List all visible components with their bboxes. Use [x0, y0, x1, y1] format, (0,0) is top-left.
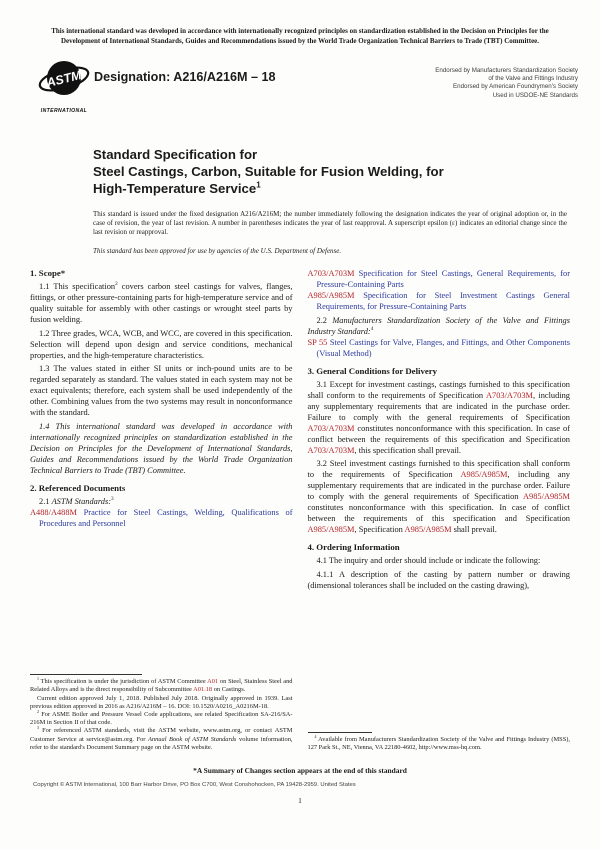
text-segment: Available from Manufacturers Standardization Society of the Valve and Fittings Industry (MSS), 127 Park St., NE, Vienna, VA 22180-4602, http://www.mss-hq.com.	[307, 735, 570, 751]
text-segment: , Specification	[354, 525, 405, 534]
text-segment: covers carbon steel castings for valves, flanges, fittings, or other pressure-containing parts for high-temperature service and of quality suitable for assembly with other castings or wrought steel parts by fusion welding.	[30, 282, 293, 324]
reference-entry-a703	[308, 268, 571, 290]
reference-link[interactable]: SP 55	[307, 337, 328, 347]
reference-link[interactable]: Specification for Steel Castings, General Requirements, for Pressure-Containing Parts	[316, 269, 570, 289]
summary-of-changes-note: *A Summary of Changes section appears at the end of this standard	[193, 766, 407, 775]
text-segment: on Castings.	[212, 686, 246, 694]
footnote-rule	[30, 674, 142, 675]
para-1-2: 1.2 Three grades, WCA, WCB, and WCC, are covered in this specification. Selection will depend upon design and service conditions, mechanical properties, and the high-temperature characteristics.	[30, 328, 293, 360]
endorsement-line: Endorsed by American Foundrymen's Society	[453, 83, 578, 91]
footnote-2	[30, 708, 293, 727]
footnote-1-edition: Current edition approved July 1, 2018. Published July 2018. Originally approved in 1939. Last previous edition approved in 2016 as A216/A216M – 16. DOI: 10.1520/A0216_A0216M-18.	[30, 694, 293, 710]
reference-link[interactable]: A01.18	[193, 686, 213, 694]
right-footnotes	[308, 732, 571, 752]
left-column	[30, 266, 293, 752]
right-column-content	[308, 266, 571, 591]
para-1-1	[30, 281, 293, 325]
wto-notice: This international standard was developed in accordance with internationally recognized principles on standardization established in the Decision on Principles for the Development of International Standards, Guides and Recommendations issued by the World Trade Organization Technical Barriers to Trade (TBT) Committee.	[51, 27, 549, 45]
text-segment: , this specification shall prevail.	[354, 445, 462, 455]
reference-link[interactable]: A703/A703M	[307, 423, 355, 433]
reference-link[interactable]: A703/A703M	[307, 445, 355, 455]
footnote-1	[30, 678, 293, 694]
footnote-rule	[308, 732, 372, 733]
section-heading-referenced-documents: 2. Referenced Documents	[30, 482, 126, 493]
text-segment: For referenced ASTM standards, visit the ASTM website, www.astm.org, or contact ASTM Customer Service at service@astm.org. For	[30, 727, 293, 743]
text-segment: Manufacturers Standardization Society of the Valve and Fittings Industry Standard:	[307, 315, 571, 336]
para-1-4: 1.4 This international standard was developed in accordance with internationally recognized principles on standardization established in the Decision on Principles for the Development of International Standards, Guides and Recommendations issued by the World Trade Organization Technical Barriers to Trade (TBT) Committee.	[30, 421, 293, 475]
para-4-1-1: 4.1.1 A description of the casting by pattern number or drawing (dimensional tolerances shall be included on the casting drawing),	[307, 569, 570, 590]
reference-link[interactable]: A01	[207, 678, 219, 686]
reference-link[interactable]: A703/A703M	[485, 390, 533, 400]
reference-link[interactable]: A488/A488M	[30, 507, 77, 517]
title-line: Standard Specification for	[93, 147, 258, 162]
text-segment: constitutes nonconformance with this specification. In case of conflict between the requirements of this specification and Specification	[307, 423, 570, 444]
para-1-3: 1.3 The values stated in either SI units or inch-pound units are to be regarded separately as standard. The values stated in each system may not be exact equivalents; therefore, each system shall be used independently of the other. Combining values from the two systems may result in nonconformance with the standard.	[30, 364, 293, 417]
text-segment: 1.1 This specification	[39, 282, 116, 291]
two-column-body	[30, 266, 570, 752]
endorsement-line: Used in USDOE-NE Standards	[492, 91, 578, 99]
superscript: 1	[37, 676, 39, 682]
text-segment: Annual Book of ASTM Standards	[148, 735, 237, 743]
text-segment: shall prevail.	[451, 525, 497, 534]
para-3-2	[308, 458, 571, 535]
superscript: 4	[370, 325, 374, 332]
text-segment: on Steel, Stainless Steel and Related Alloys and is the direct responsibility of Subcommittee	[30, 678, 293, 694]
para-3-1	[308, 379, 571, 456]
superscript: 4	[314, 733, 317, 739]
reference-link[interactable]: Specification for Steel Investment Castings General Requirements, for Pressure-Containing Parts	[316, 291, 570, 311]
left-column-content	[30, 266, 293, 529]
designation-text: Designation: A216/A216M – 18	[94, 70, 276, 84]
astm-logo-graphic	[38, 58, 90, 102]
astm-logo-subtitle: INTERNATIONAL	[40, 108, 88, 114]
endorsement-line: of the Valve and Fittings Industry	[488, 75, 578, 83]
text-segment: constitutes nonconformance with this specification. In case of conflict between the requirements of this specification and Specification	[307, 503, 570, 523]
superscript: 1	[256, 180, 261, 190]
text-segment: For ASME Boiler and Pressure Vessel Code applications, see related Specification SA-216/SA-216M in Section II of that code.	[30, 710, 293, 727]
reference-link[interactable]: A985/A985M	[307, 525, 355, 534]
superscript: 3	[37, 725, 39, 731]
reference-link[interactable]: Practice for Steel Castings, Welding, Qualifications of Procedures and Personnel	[39, 507, 293, 528]
left-footnotes	[30, 674, 293, 752]
reference-entry-a985	[308, 290, 571, 312]
text-segment: 3.2 Steel investment castings furnished to this specification shall conform to the requirements of Specification	[307, 459, 570, 479]
text-segment: , including any supplementary requirements that are indicated in the purchase order. Failure to comply with the general requirements of Specification	[307, 390, 570, 422]
section-heading-scope: 1. Scope*	[30, 268, 66, 278]
footnote-3	[30, 727, 293, 752]
para-4-1: 4.1 The inquiry and order should include or indicate the following:	[316, 556, 541, 565]
text-segment: High-Temperature Service	[93, 181, 257, 196]
superscript: 2	[37, 708, 39, 714]
superscript: 2	[115, 281, 118, 288]
reference-link[interactable]: A985/A985M	[460, 470, 508, 479]
endorsements-block	[435, 67, 578, 100]
endorsement-line: Endorsed by Manufacturers Standardization Society	[435, 67, 578, 74]
reference-link[interactable]: A985/A985M	[307, 291, 355, 300]
section-heading-delivery: 3. General Conditions for Delivery	[307, 365, 438, 376]
issuance-note: This standard is issued under the fixed designation A216/A216M; the number immediately following the designation indicates the year of original adoption or, in the case of revision, the year of last revision. A number in parentheses indicates the year of last reapproval. A superscript epsilon (ε) indicates an editorial change since the last revision or reapproval.	[93, 210, 567, 236]
reference-link[interactable]: Steel Castings for Valve, Flanges, and Fittings, and Other Components (Visual Method)	[316, 337, 570, 358]
text-segment: 3.1 Except for investment castings, castings furnished to this specification shall conform to the requirements of Specification	[307, 379, 570, 400]
dod-approval-note: This standard has been approved for use by agencies of the U.S. Department of Defense.	[93, 247, 342, 255]
document-title	[93, 146, 444, 197]
text-segment: 2.1	[39, 496, 52, 506]
text-segment: , including any supplementary requirements that are indicated in the purchase order. Failure to comply with the general requirements of Specification	[307, 470, 570, 501]
svg-text:ASTM: ASTM	[45, 67, 83, 91]
text-segment: volume information, refer to the standard's Document Summary page on the ASTM website.	[30, 735, 293, 751]
superscript: 3	[111, 495, 114, 502]
title-line: Steel Castings, Carbon, Suitable for Fusion Welding, for	[93, 164, 444, 179]
reference-entry-a488	[30, 507, 293, 529]
text-segment: ASTM Standards:	[51, 496, 112, 506]
page-number: 1	[298, 796, 302, 805]
text-segment: 2.2	[316, 315, 333, 325]
right-column	[308, 266, 571, 752]
title-line	[93, 180, 444, 197]
reference-link[interactable]: A985/A985M	[404, 525, 452, 534]
para-2-2	[308, 315, 571, 337]
footnote-4	[307, 733, 571, 752]
copyright-line: Copyright © ASTM International, 100 Barr Harbor Drive, PO Box C700, West Conshohocken, PA 19428-2959. United States	[33, 782, 356, 788]
text-segment: This specification is under the jurisdiction of ASTM Committee	[38, 678, 208, 686]
astm-logo	[35, 58, 93, 114]
reference-link[interactable]: A985/A985M	[523, 492, 570, 501]
para-2-1	[30, 496, 293, 507]
reference-link[interactable]: A703/A703M	[307, 269, 355, 278]
section-heading-ordering: 4. Ordering Information	[307, 542, 400, 552]
reference-entry-sp55	[308, 337, 571, 359]
